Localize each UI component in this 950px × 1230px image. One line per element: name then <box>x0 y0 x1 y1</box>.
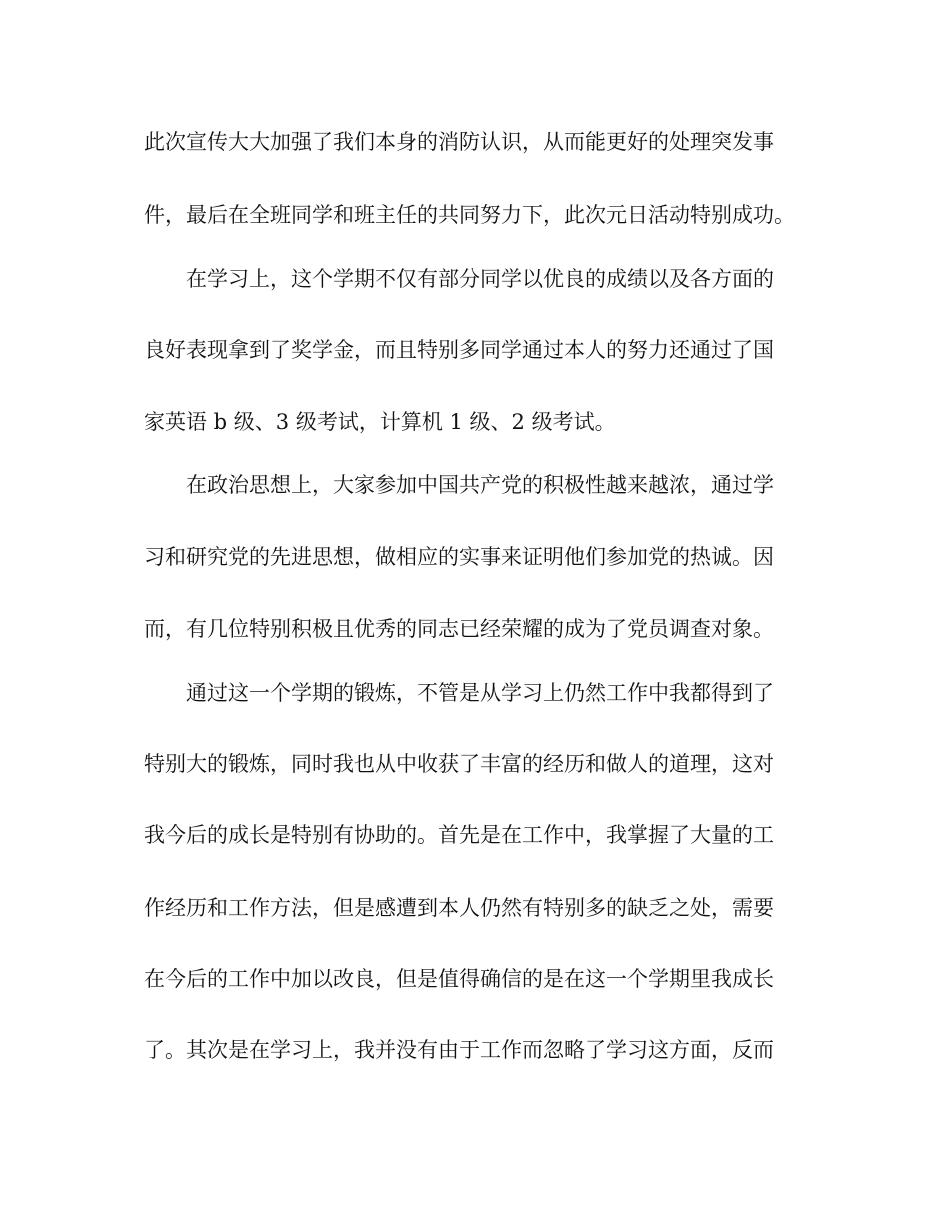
text-line: 此次宣传大大加强了我们本身的消防认识，从而能更好的处理突发事 <box>144 130 774 154</box>
text-line: 在今后的工作中加以改良，但是值得确信的是在这一个学期里我成长 <box>144 967 774 991</box>
paragraph-start-line: 在学习上，这个学期不仅有部分同学以优良的成绩以及各方面的 <box>186 267 774 291</box>
text-line: 了。其次是在学习上，我并没有由于工作而忽略了学习这方面，反而 <box>144 1038 774 1062</box>
text-line: 作经历和工作方法，但是感遭到本人仍然有特别多的缺乏之处，需要 <box>144 896 774 920</box>
text-line: 家英语 b 级、3 级考试，计算机 1 级、2 级考试。 <box>144 410 616 434</box>
text-line: 件，最后在全班同学和班主任的共同努力下，此次元日活动特别成功。 <box>144 203 795 227</box>
text-line: 而，有几位特别积极且优秀的同志已经荣耀的成为了党员调查对象。 <box>144 617 774 641</box>
text-line: 我今后的成长是特别有协助的。首先是在工作中，我掌握了大量的工 <box>144 823 774 847</box>
text-line: 习和研究党的先进思想，做相应的实事来证明他们参加党的热诚。因 <box>144 545 774 569</box>
text-line: 良好表现拿到了奖学金，而且特别多同学通过本人的努力还通过了国 <box>144 338 774 362</box>
paragraph-start-line: 在政治思想上，大家参加中国共产党的积极性越来越浓，通过学 <box>186 473 774 497</box>
paragraph-start-line: 通过这一个学期的锻炼，不管是从学习上仍然工作中我都得到了 <box>186 681 774 705</box>
text-line: 特别大的锻炼，同时我也从中收获了丰富的经历和做人的道理，这对 <box>144 752 774 776</box>
